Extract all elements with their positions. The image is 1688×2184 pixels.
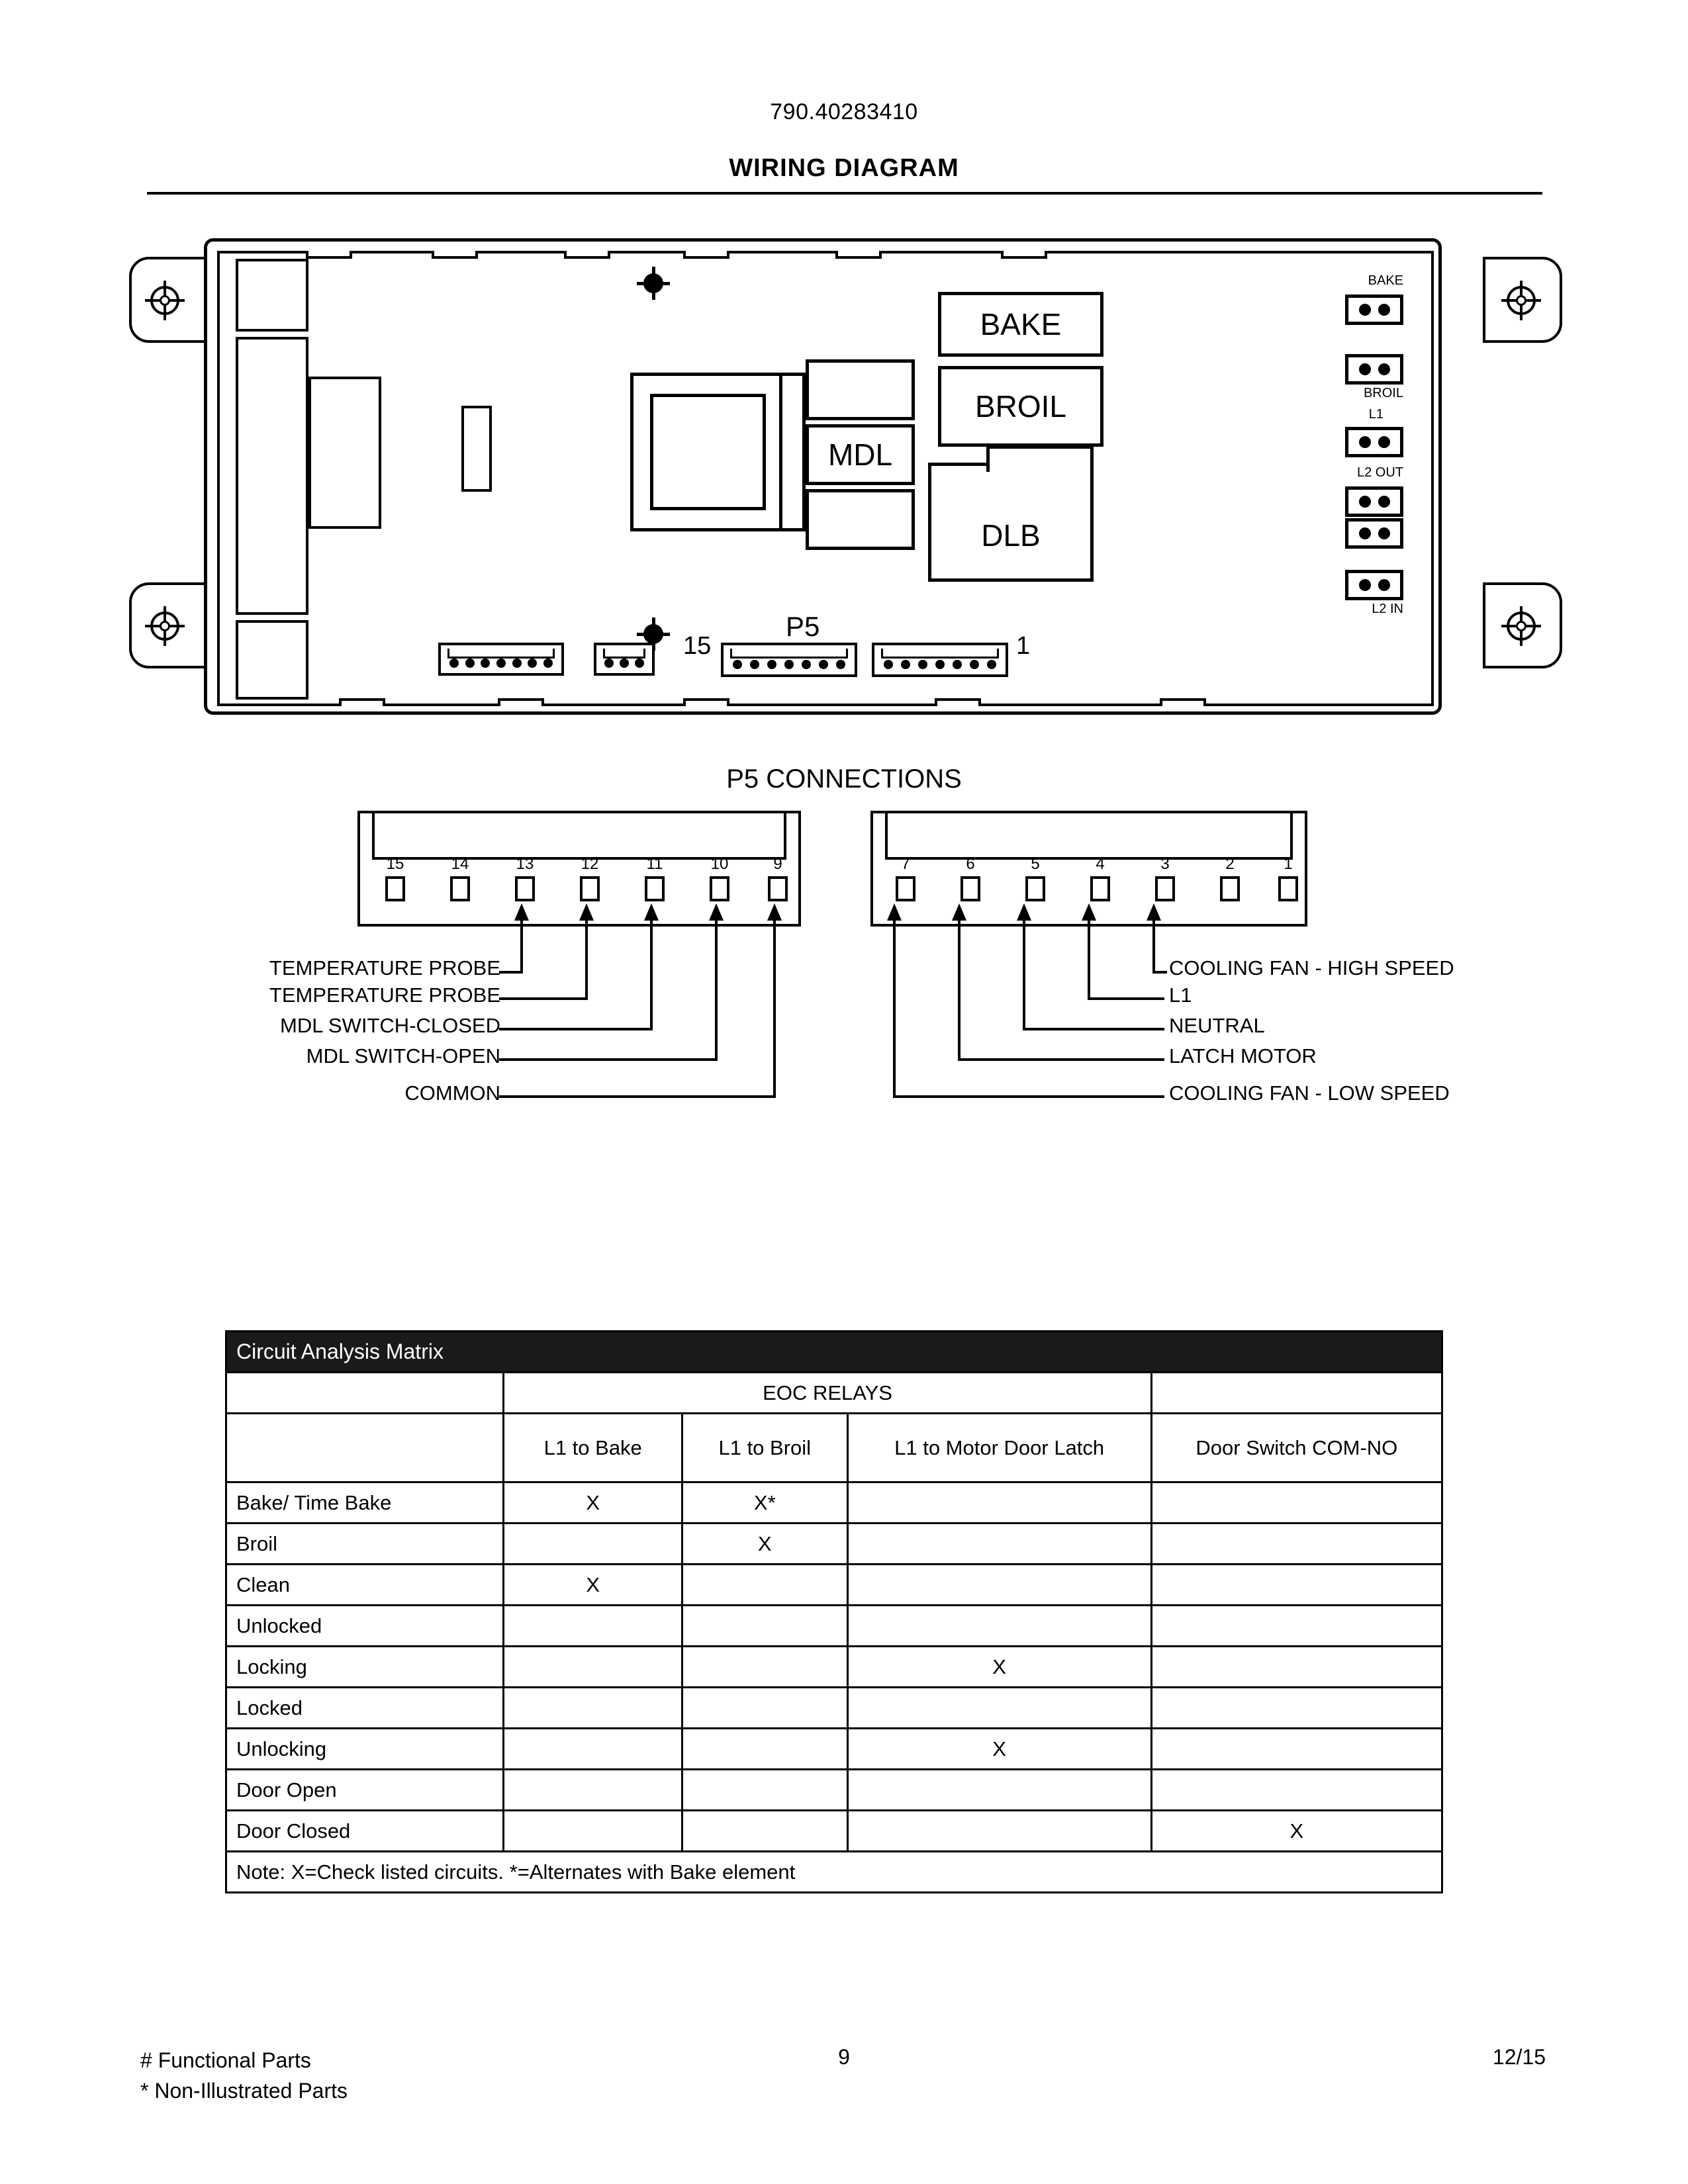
lead-line [499, 997, 588, 1000]
footer-page-number: 9 [838, 2045, 850, 2069]
terminal-l2-in [1345, 570, 1403, 600]
p5-right-label-fan-low: COOLING FAN - LOW SPEED [1169, 1081, 1450, 1105]
p5-left-label-mdl-open: MDL SWITCH-OPEN [306, 1044, 500, 1068]
p5-right-label-latch: LATCH MOTOR [1169, 1044, 1317, 1068]
matrix-cell [504, 1688, 682, 1729]
lead-arrow-icon [767, 903, 782, 921]
matrix-cell [504, 1729, 682, 1770]
p5-pin-label: 5 [1031, 855, 1040, 873]
matrix-cell [1151, 1524, 1442, 1565]
matrix-row-label: Door Closed [226, 1811, 504, 1852]
lead-line [499, 1095, 776, 1098]
lead-line [773, 921, 776, 1098]
board-inner-outline [217, 251, 1434, 706]
p5-pin-2[interactable] [1220, 876, 1240, 901]
relay-block-upper [806, 359, 915, 420]
matrix-cell [847, 1606, 1151, 1647]
matrix-corner-cell [226, 1373, 504, 1414]
matrix-cell [682, 1688, 847, 1729]
matrix-cell: X [504, 1482, 682, 1524]
p5-pin-6[interactable] [961, 876, 980, 901]
lead-line [1088, 997, 1164, 1000]
circuit-analysis-matrix [225, 1330, 1443, 1893]
lead-line [1023, 1028, 1164, 1030]
lead-line [499, 1058, 718, 1061]
broil-relay-label: BROIL [974, 389, 1067, 424]
matrix-cell [1151, 1482, 1442, 1524]
matrix-cell [504, 1524, 682, 1565]
lead-line [585, 921, 588, 1000]
p5-pin-label: 1 [1284, 855, 1293, 873]
lead-arrow-icon [514, 903, 529, 921]
p5-pin-label: 15 [386, 855, 404, 873]
matrix-note: Note: X=Check listed circuits. *=Alternates with Bake element [226, 1852, 1442, 1893]
p5-connector-left [721, 643, 857, 677]
lead-arrow-icon [1017, 903, 1031, 921]
lead-line [1152, 971, 1167, 974]
lead-line [893, 1095, 1164, 1098]
lead-line [1088, 921, 1090, 1000]
page-title: WIRING DIAGRAM [729, 154, 959, 182]
header-7pin [438, 643, 564, 676]
matrix-cell [504, 1606, 682, 1647]
matrix-cell [682, 1811, 847, 1852]
screw-icon [150, 286, 179, 315]
p5-connections-title: P5 CONNECTIONS [726, 764, 962, 794]
matrix-cell [1151, 1729, 1442, 1770]
mounting-ear-top-left [129, 257, 209, 343]
p5-pin-label: 12 [581, 855, 599, 873]
lead-line [893, 921, 896, 1098]
p5-pin-label: 10 [710, 855, 729, 873]
p5-left-connector-slot [372, 813, 786, 860]
p5-connector-right [872, 643, 1008, 677]
mounting-stud-icon [643, 273, 663, 293]
matrix-col-header-door-switch-com-no: Door Switch COM-NO [1151, 1414, 1442, 1482]
mounting-ear-bottom-right [1483, 582, 1562, 668]
transformer-tab [779, 373, 806, 531]
matrix-cell [1151, 1770, 1442, 1811]
table-row [226, 1482, 1442, 1524]
matrix-cell [504, 1647, 682, 1688]
transformer-core [650, 394, 766, 510]
relay-block-lower [806, 489, 915, 550]
table-row [226, 1524, 1442, 1565]
dlb-relay-label: DLB [981, 518, 1041, 553]
matrix-col-header-blank [226, 1414, 504, 1482]
board-tab [339, 698, 385, 706]
p5-pin-10[interactable] [710, 876, 729, 901]
matrix-title: Circuit Analysis Matrix [226, 1332, 1442, 1373]
table-row [226, 1770, 1442, 1811]
table-row [226, 1811, 1442, 1852]
lead-line [715, 921, 718, 1061]
table-row [226, 1729, 1442, 1770]
p5-pin-label: 3 [1160, 855, 1170, 873]
matrix-column-header-row [226, 1414, 1442, 1482]
matrix-row-label: Clean [226, 1565, 504, 1606]
terminal-unlabeled [1345, 518, 1403, 549]
p5-left-label-mdl-closed: MDL SWITCH-CLOSED [280, 1014, 500, 1037]
matrix-col-header-l1-to-broil: L1 to Broil [682, 1414, 847, 1482]
matrix-group-header-blank [1151, 1373, 1442, 1414]
matrix-row-label: Locking [226, 1647, 504, 1688]
board-tab [835, 251, 882, 259]
matrix-cell [847, 1811, 1151, 1852]
matrix-cell [504, 1770, 682, 1811]
matrix-cell [847, 1688, 1151, 1729]
footer-date: 12/15 [1492, 2045, 1546, 2069]
matrix-row-label: Bake/ Time Bake [226, 1482, 504, 1524]
mounting-ear-top-right [1483, 257, 1562, 343]
matrix-cell: X [682, 1524, 847, 1565]
p5-right-label-l1: L1 [1169, 983, 1192, 1007]
lead-line [958, 921, 961, 1061]
p5-connector-title: P5 [786, 611, 820, 642]
table-row [226, 1688, 1442, 1729]
mounting-ear-bottom-left [129, 582, 209, 668]
matrix-cell: X [847, 1647, 1151, 1688]
terminal-bake-label: BAKE [1368, 273, 1403, 288]
bake-relay [938, 292, 1103, 357]
board-tab [1160, 698, 1206, 706]
matrix-row-label: Broil [226, 1524, 504, 1565]
p5-pin-15[interactable] [385, 876, 405, 901]
matrix-col-header-l1-to-bake: L1 to Bake [504, 1414, 682, 1482]
p5-left-label-temp-probe-2: TEMPERATURE PROBE [269, 983, 500, 1007]
matrix-cell: X [1151, 1811, 1442, 1852]
screw-icon [150, 612, 179, 641]
p5-pin-label: 9 [773, 855, 782, 873]
mdl-relay-label: MDL [827, 437, 893, 472]
mounting-stud-icon [643, 624, 663, 644]
control-board-diagram [129, 225, 1562, 748]
matrix-row-label: Locked [226, 1688, 504, 1729]
edge-connector-block [236, 620, 308, 700]
lead-arrow-icon [579, 903, 594, 921]
p5-pin-4[interactable] [1090, 876, 1110, 901]
table-row [226, 1606, 1442, 1647]
p5-pin-13[interactable] [515, 876, 535, 901]
matrix-group-header-eoc-relays: EOC RELAYS [504, 1373, 1151, 1414]
p5-pin-12[interactable] [580, 876, 600, 901]
lead-line [520, 921, 523, 974]
header-3pin [594, 643, 655, 676]
terminal-l2-in-label: L2 IN [1372, 602, 1403, 616]
mdl-relay [806, 424, 915, 485]
p5-pin-label: 11 [646, 855, 663, 873]
lead-arrow-icon [644, 903, 659, 921]
matrix-cell [847, 1565, 1151, 1606]
terminal-l2-out [1345, 486, 1403, 517]
lead-line [499, 971, 523, 974]
matrix-cell [847, 1524, 1151, 1565]
p5-right-label-neutral: NEUTRAL [1169, 1014, 1265, 1037]
document-number: 790.40283410 [770, 99, 918, 124]
dlb-relay [928, 463, 1094, 582]
matrix-cell [682, 1770, 847, 1811]
table-row [226, 1565, 1442, 1606]
lead-arrow-icon [1147, 903, 1161, 921]
matrix-cell: X* [682, 1482, 847, 1524]
p5-pin-15-marker: 15 [683, 632, 712, 660]
lead-line [958, 1058, 1164, 1061]
board-tab [1001, 251, 1047, 259]
matrix-cell [1151, 1606, 1442, 1647]
lead-line [1152, 921, 1155, 974]
terminal-broil-label: BROIL [1363, 386, 1403, 400]
matrix-col-header-l1-to-motor-door-latch: L1 to Motor Door Latch [847, 1414, 1151, 1482]
matrix-row-label: Door Open [226, 1770, 504, 1811]
p5-right-label-fan-high: COOLING FAN - HIGH SPEED [1169, 956, 1454, 979]
terminal-l1 [1345, 427, 1403, 457]
board-tab [935, 698, 981, 706]
p5-pin-7[interactable] [896, 876, 915, 901]
p5-connections-diagram [0, 811, 1688, 1155]
p5-left-label-common: COMMON [404, 1081, 500, 1105]
matrix-cell [847, 1482, 1151, 1524]
matrix-title-row [226, 1332, 1442, 1373]
matrix-cell [847, 1770, 1151, 1811]
table-row [226, 1647, 1442, 1688]
p5-pin-5[interactable] [1025, 876, 1045, 901]
edge-connector-block [236, 337, 308, 615]
p5-pin-11[interactable] [645, 876, 665, 901]
matrix-group-header-row [226, 1373, 1442, 1414]
p5-right-connector-slot [885, 813, 1293, 860]
matrix-cell [682, 1729, 847, 1770]
p5-pin-label: 6 [966, 855, 975, 873]
p5-pin-1-marker: 1 [1016, 632, 1031, 660]
p5-pin-1[interactable] [1278, 876, 1298, 901]
board-outline [204, 238, 1442, 715]
lead-arrow-icon [887, 903, 902, 921]
matrix-cell [504, 1811, 682, 1852]
matrix-cell [682, 1647, 847, 1688]
p5-pin-label: 14 [451, 855, 469, 873]
p5-pin-9[interactable] [768, 876, 788, 901]
p5-pin-label: 4 [1096, 855, 1105, 873]
p5-pin-label: 2 [1225, 855, 1235, 873]
lead-line [499, 1028, 653, 1030]
page-footer [0, 2045, 1688, 2124]
edge-connector-block [308, 377, 381, 529]
p5-left-label-temp-probe-1: TEMPERATURE PROBE [269, 956, 500, 979]
terminal-l1-label: L1 [1368, 407, 1383, 422]
matrix-cell [682, 1565, 847, 1606]
terminal-l2-out-label: L2 OUT [1356, 465, 1403, 480]
board-tab [306, 251, 352, 259]
lead-line [1023, 921, 1025, 1030]
board-tab [498, 698, 544, 706]
edge-connector-block [236, 259, 308, 332]
lead-arrow-icon [1082, 903, 1096, 921]
p5-pin-label: 13 [516, 855, 534, 873]
broil-relay [938, 366, 1103, 447]
board-tab [683, 698, 729, 706]
bake-relay-label: BAKE [980, 307, 1062, 341]
matrix-note-row [226, 1852, 1442, 1893]
lead-arrow-icon [952, 903, 966, 921]
lead-line [650, 921, 653, 1030]
screw-icon [1507, 286, 1536, 315]
p5-pin-3[interactable] [1155, 876, 1175, 901]
matrix-row-label: Unlocked [226, 1606, 504, 1647]
matrix-cell [1151, 1647, 1442, 1688]
footer-functional-parts: # Functional Parts [140, 2048, 311, 2072]
board-tab [564, 251, 610, 259]
component-capacitor [461, 406, 492, 492]
board-tab [683, 251, 729, 259]
board-tab [432, 251, 478, 259]
matrix-cell [1151, 1688, 1442, 1729]
p5-pin-14[interactable] [450, 876, 470, 901]
matrix-cell [1151, 1565, 1442, 1606]
matrix-cell: X [847, 1729, 1151, 1770]
terminal-bake [1345, 295, 1403, 325]
p5-pin-label: 7 [901, 855, 910, 873]
dlb-relay-step [986, 445, 1094, 472]
terminal-broil [1345, 354, 1403, 385]
lead-arrow-icon [709, 903, 724, 921]
footer-non-illustrated-parts: * Non-Illustrated Parts [140, 2079, 348, 2103]
matrix-cell: X [504, 1565, 682, 1606]
matrix-row-label: Unlocking [226, 1729, 504, 1770]
screw-icon [1507, 612, 1536, 641]
matrix-cell [682, 1606, 847, 1647]
header-divider [147, 192, 1542, 195]
